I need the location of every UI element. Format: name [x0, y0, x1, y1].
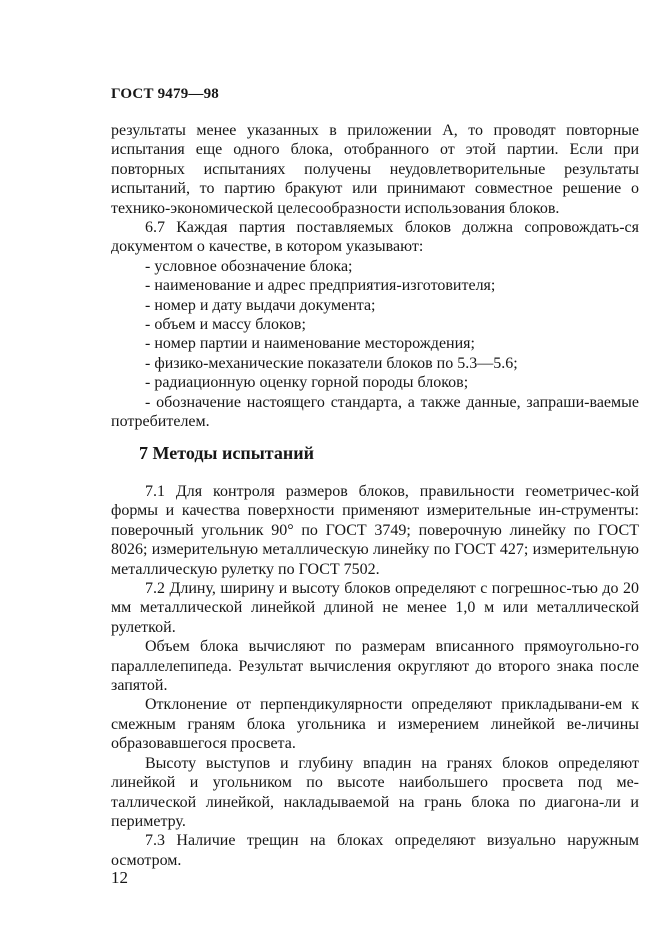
page-number: 12 [111, 868, 128, 887]
paragraph-perpendicularity: Отклонение от перпендикулярности определяют прикладывани-ем к смежным граням блока угольника и измерением линейкой ве-личины образовавшегося просвета. [111, 696, 639, 753]
list-item: - физико-механические показатели блоков по 5.3—5.6; [145, 354, 518, 372]
paragraph-7-3: 7.3 Наличие трещин на блоках определяют визуально наружным осмотром. [111, 832, 639, 869]
section-6-continuation [111, 121, 639, 432]
section-7-heading: 7 Методы испытаний [139, 443, 314, 463]
document-contents-list [111, 257, 639, 432]
paragraph-7-1: 7.1 Для контроля размеров блоков, правильности геометричес-кой формы и качества поверхности применяют измерительные ин-струменты: поверочный угольник 90° по ГОСТ 3749; поверочную линейку по ГОСТ 8026; измерительную металлическую линейку по ГОСТ 427; измерительную металлическую рулетку по ГОСТ 7502. [111, 483, 639, 578]
list-item: - наименование и адрес предприятия-изготовителя; [145, 277, 496, 295]
paragraph-6-7: 6.7 Каждая партия поставляемых блоков должна сопровождать-ся документом о качестве, в котором указывают: [111, 219, 639, 256]
paragraph-7-2: 7.2 Длину, ширину и высоту блоков определяют с погрешнос-тью до 20 мм металлической линейкой длиной не менее 1,0 м или металлической рулеткой. [111, 580, 639, 636]
list-item: - радиационную оценку горной породы блоков; [145, 374, 469, 392]
list-item: - объем и массу блоков; [145, 316, 306, 334]
list-item: - условное обозначение блока; [145, 257, 353, 275]
paragraph-continued: результаты менее указанных в приложении А, то проводят повторные испытания еще одного блока, отобранного от этой партии. Если при повторных испытаниях получены неудовлетворительные результаты испытаний, то партию бракуют или принимают совместное решение о технико-экономической целесообразности использования блоков. [111, 122, 639, 217]
section-7-body [111, 482, 639, 870]
standard-code-header: ГОСТ 9479—98 [111, 86, 220, 102]
list-item: - номер партии и наименование месторождения; [145, 335, 475, 353]
paragraph-volume: Объем блока вычисляют по размерам вписанного прямоугольно-го параллелепипеда. Результат вычисления округляют до второго знака после запятой. [111, 638, 639, 695]
list-item: - номер и дату выдачи документа; [145, 296, 376, 314]
paragraph-height-depth: Высоту выступов и глубину впадин на гранях блоков определяют линейкой и угольником по высоте наибольшего просвета под ме-таллической линейкой, накладываемой на грань блока по диагона-ли и периметру. [111, 754, 639, 830]
list-item: - обозначение настоящего стандарта, а также данные, запраши-ваемые потребителем. [111, 393, 639, 431]
